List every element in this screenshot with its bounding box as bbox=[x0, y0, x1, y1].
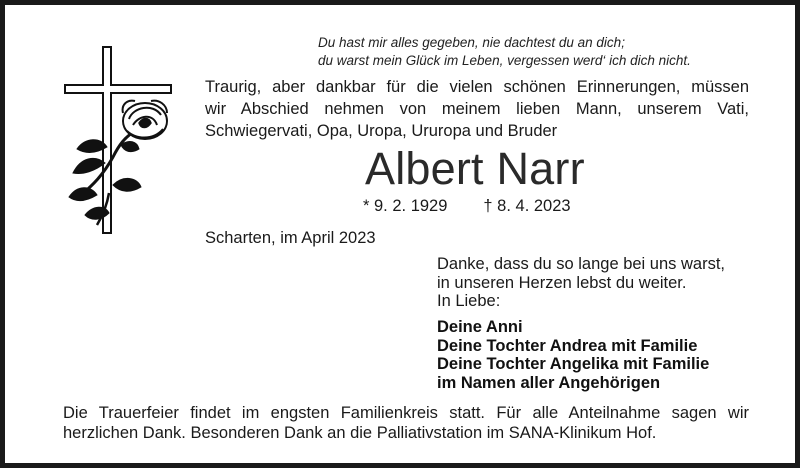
signer: Deine Tochter Andrea mit Familie bbox=[437, 336, 698, 355]
intro-line-2: wir Abschied nehmen von meinem lieben Mann, unserem Vati, bbox=[205, 100, 749, 118]
thanks-line-3: In Liebe: bbox=[437, 292, 501, 310]
intro-line-1: Traurig, aber dankbar für die vielen schönen Erinnerungen, müssen bbox=[205, 78, 749, 96]
thanks-text bbox=[437, 255, 725, 311]
thanks-line-1: Danke, dass du so lange bei uns warst, bbox=[437, 255, 726, 273]
place-and-date: Scharten, im April 2023 bbox=[205, 229, 376, 247]
death-date: † 8. 4. 2023 bbox=[483, 197, 571, 215]
closing-line-1: Die Trauerfeier findet im engsten Familienkreis statt. Für alle Anteilnahme sagen wir bbox=[63, 404, 749, 422]
signers-list bbox=[437, 318, 709, 392]
deceased-name: Albert Narr bbox=[365, 143, 585, 194]
birth-date: * 9. 2. 1929 bbox=[363, 197, 448, 215]
life-dates bbox=[363, 195, 571, 217]
quote-line-2: du warst mein Glück im Leben, vergessen werd‘ ich dich nicht. bbox=[318, 53, 691, 68]
signer: Deine Anni bbox=[437, 318, 523, 336]
closing-line-2: herzlichen Dank. Besonderen Dank an die Palliativstation im SANA-Klinikum Hof. bbox=[63, 424, 657, 442]
cross-with-rose-icon bbox=[63, 45, 175, 235]
intro-line-3: Schwiegervati, Opa, Uropa, Ururopa und Bruder bbox=[205, 122, 558, 140]
intro-text bbox=[205, 76, 749, 142]
thanks-line-2: in unseren Herzen lebst du weiter. bbox=[437, 273, 687, 292]
quote-line-1: Du hast mir alles gegeben, nie dachtest du an dich; bbox=[318, 35, 625, 50]
signer: im Namen aller Angehörigen bbox=[437, 373, 661, 392]
memorial-quote bbox=[318, 34, 778, 70]
closing-text bbox=[63, 403, 749, 443]
signer: Deine Tochter Angelika mit Familie bbox=[437, 355, 710, 373]
